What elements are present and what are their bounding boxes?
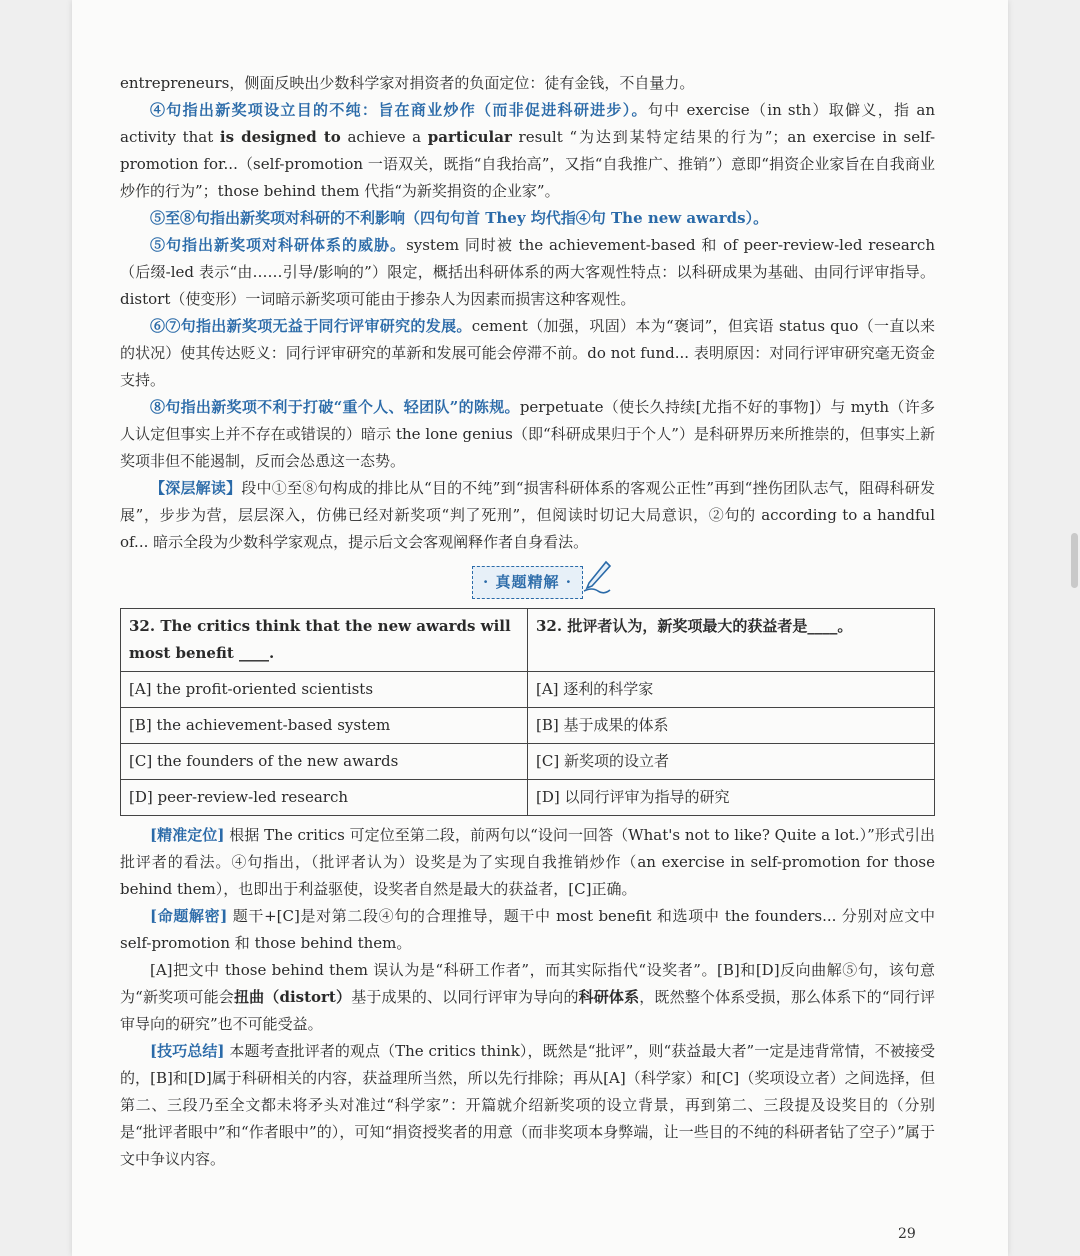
table-row [121, 708, 935, 744]
question-table [120, 608, 935, 816]
table-row [121, 672, 935, 708]
section-title [448, 566, 608, 598]
table-row [121, 609, 935, 672]
distractor-paragraph: [A]把文中 those behind them 误认为是“科研工作者”，而其实际指代“设奖者”。[B]和[D]反向曲解⑤句，该句意为“新奖项可能会扭曲（distort）基于成果的、以同行评审为导向的科研体系，既然整个体系受损，那么体系下的“同行评审导向的研究”也不可能受益。 [120, 961, 935, 1033]
table-row [121, 780, 935, 816]
question-stem-en: 32. The critics think that the new awards will most benefit ____. [121, 609, 528, 672]
paragraph-sentence8: ⑧句指出新奖项不利于打破“重个人、轻团队”的陈规。perpetuate（使长久持续[尤指不好的事物]）与 myth（许多人认定但事实上并不存在或错误的）暗示 the lone genius（即“科研成果归于个人”）是科研界历来所推崇的，但事实上新奖项非但不能遏制，反而会怂恿这一态势。 [120, 398, 936, 470]
section-title-label: · 真题精解 · [472, 566, 583, 599]
deep-reading-tag: 【深层解读】 [150, 479, 242, 497]
scrollbar-thumb[interactable] [1071, 533, 1078, 588]
option-a-en: [A] the profit-oriented scientists [121, 672, 528, 708]
paragraph-1: entrepreneurs，侧面反映出少数科学家对捐资者的负面定位：徒有金钱，不自量力。 [120, 74, 695, 92]
question-stem-zh: 32. 批评者认为，新奖项最大的获益者是____。 [528, 609, 935, 672]
page-content [120, 70, 935, 1173]
sentences5-8-heading: ⑤至⑧句指出新奖项对科研的不利影响（四句句首 They 均代指④句 The new awards）。 [150, 209, 769, 227]
option-b-zh: [B] 基于成果的体系 [528, 708, 935, 744]
page-number: 29 [898, 1226, 916, 1242]
paragraph-sentence5: ⑤句指出新奖项对科研体系的威胁。system 同时被 the achievement-based 和 of peer-review-led research（后缀-led 表示“由……引导/影响的”）限定，概括出科研体系的两大客观性特点：以科研成果为基础、由同行评审指导。distort（使变形）一词暗示新奖项可能由于掺杂人为因素而损害这种客观性。 [120, 236, 935, 308]
paragraph-sentence67: ⑥⑦句指出新奖项无益于同行评审研究的发展。cement（加强，巩固）本为“褒词”，但宾语 status quo（一直以来的状况）使其传达贬义：同行评审研究的革新和发展可能会停滞不前。do not fund... 表明原因：对同行评审研究毫无资金支持。 [120, 317, 935, 389]
precise-location-paragraph: [精准定位] 根据 The critics 可定位至第二段，前两句以“设问一回答（What's not to like? Quite a lot.）”形式引出批评者的看法。④句指出，（批评者认为）设奖是为了实现自我推销炒作（an exercise in self-promotion for those behind them），也即出于利益驱使，设奖者自然是最大的获益者，[C]正确。 [120, 826, 935, 898]
table-row [121, 744, 935, 780]
option-d-zh: [D] 以同行评审为指导的研究 [528, 780, 935, 816]
deep-reading-paragraph: 【深层解读】段中①至⑧句构成的排比从“目的不纯”到“损害科研体系的客观公正性”再到“挫伤团队志气，阻碍科研发展”，步步为营，层层深入，仿佛已经对新奖项“判了死刑”，但阅读时切记大局意识，②句的 according to a handful of... 暗示全段为少数科学家观点，提示后文会客观阐释作者自身看法。 [120, 479, 935, 551]
paragraph-2: ④句指出新奖项设立目的不纯：旨在商业炒作（而非促进科研进步）。句中 exercise（in sth）取僻义，指 an activity that is designed to achieve a particular result “为达到某特定结果的行为”；an exercise in self-promotion for...（self-promotion 一语双关，既指“自我抬高”，又指“自我推广、推销”）意即“捐资企业家旨在自我商业炒作的行为”；those behind them 代指“为新奖捐资的企业家”。 [120, 101, 936, 200]
option-c-zh: [C] 新奖项的设立者 [528, 744, 935, 780]
option-b-en: [B] the achievement-based system [121, 708, 528, 744]
pen-icon [582, 560, 612, 603]
document-page [72, 0, 1008, 1256]
proposition-paragraph: [命题解密] 题干+[C]是对第二段④句的合理推导，题干中 most benefit 和选项中 the founders... 分别对应文中 self-promotion 和 those behind them。 [120, 907, 935, 952]
option-a-zh: [A] 逐利的科学家 [528, 672, 935, 708]
option-c-en: [C] the founders of the new awards [121, 744, 528, 780]
sentence4-heading: ④句指出新奖项设立目的不纯：旨在商业炒作（而非促进科研进步）。 [150, 101, 648, 119]
technique-summary-paragraph: [技巧总结] 本题考查批评者的观点（The critics think），既然是“批评”，则“获益最大者”一定是违背常情，不被接受的，[B]和[D]属于科研相关的内容，获益理所当然，所以先行排除；再从[A]（科学家）和[C]（奖项设立者）之间选择，但第二、三段乃至全文都未将矛头对准过“科学家”：开篇就介绍新奖项的设立背景，再到第二、三段提及设奖目的（分别是“批评者眼中”和“作者眼中”的），可知“捐资授奖者的用意（而非奖项本身弊端，让一些目的不纯的科研者钻了空子）”属于文中争议内容。 [120, 1042, 935, 1168]
option-d-en: [D] peer-review-led research [121, 780, 528, 816]
